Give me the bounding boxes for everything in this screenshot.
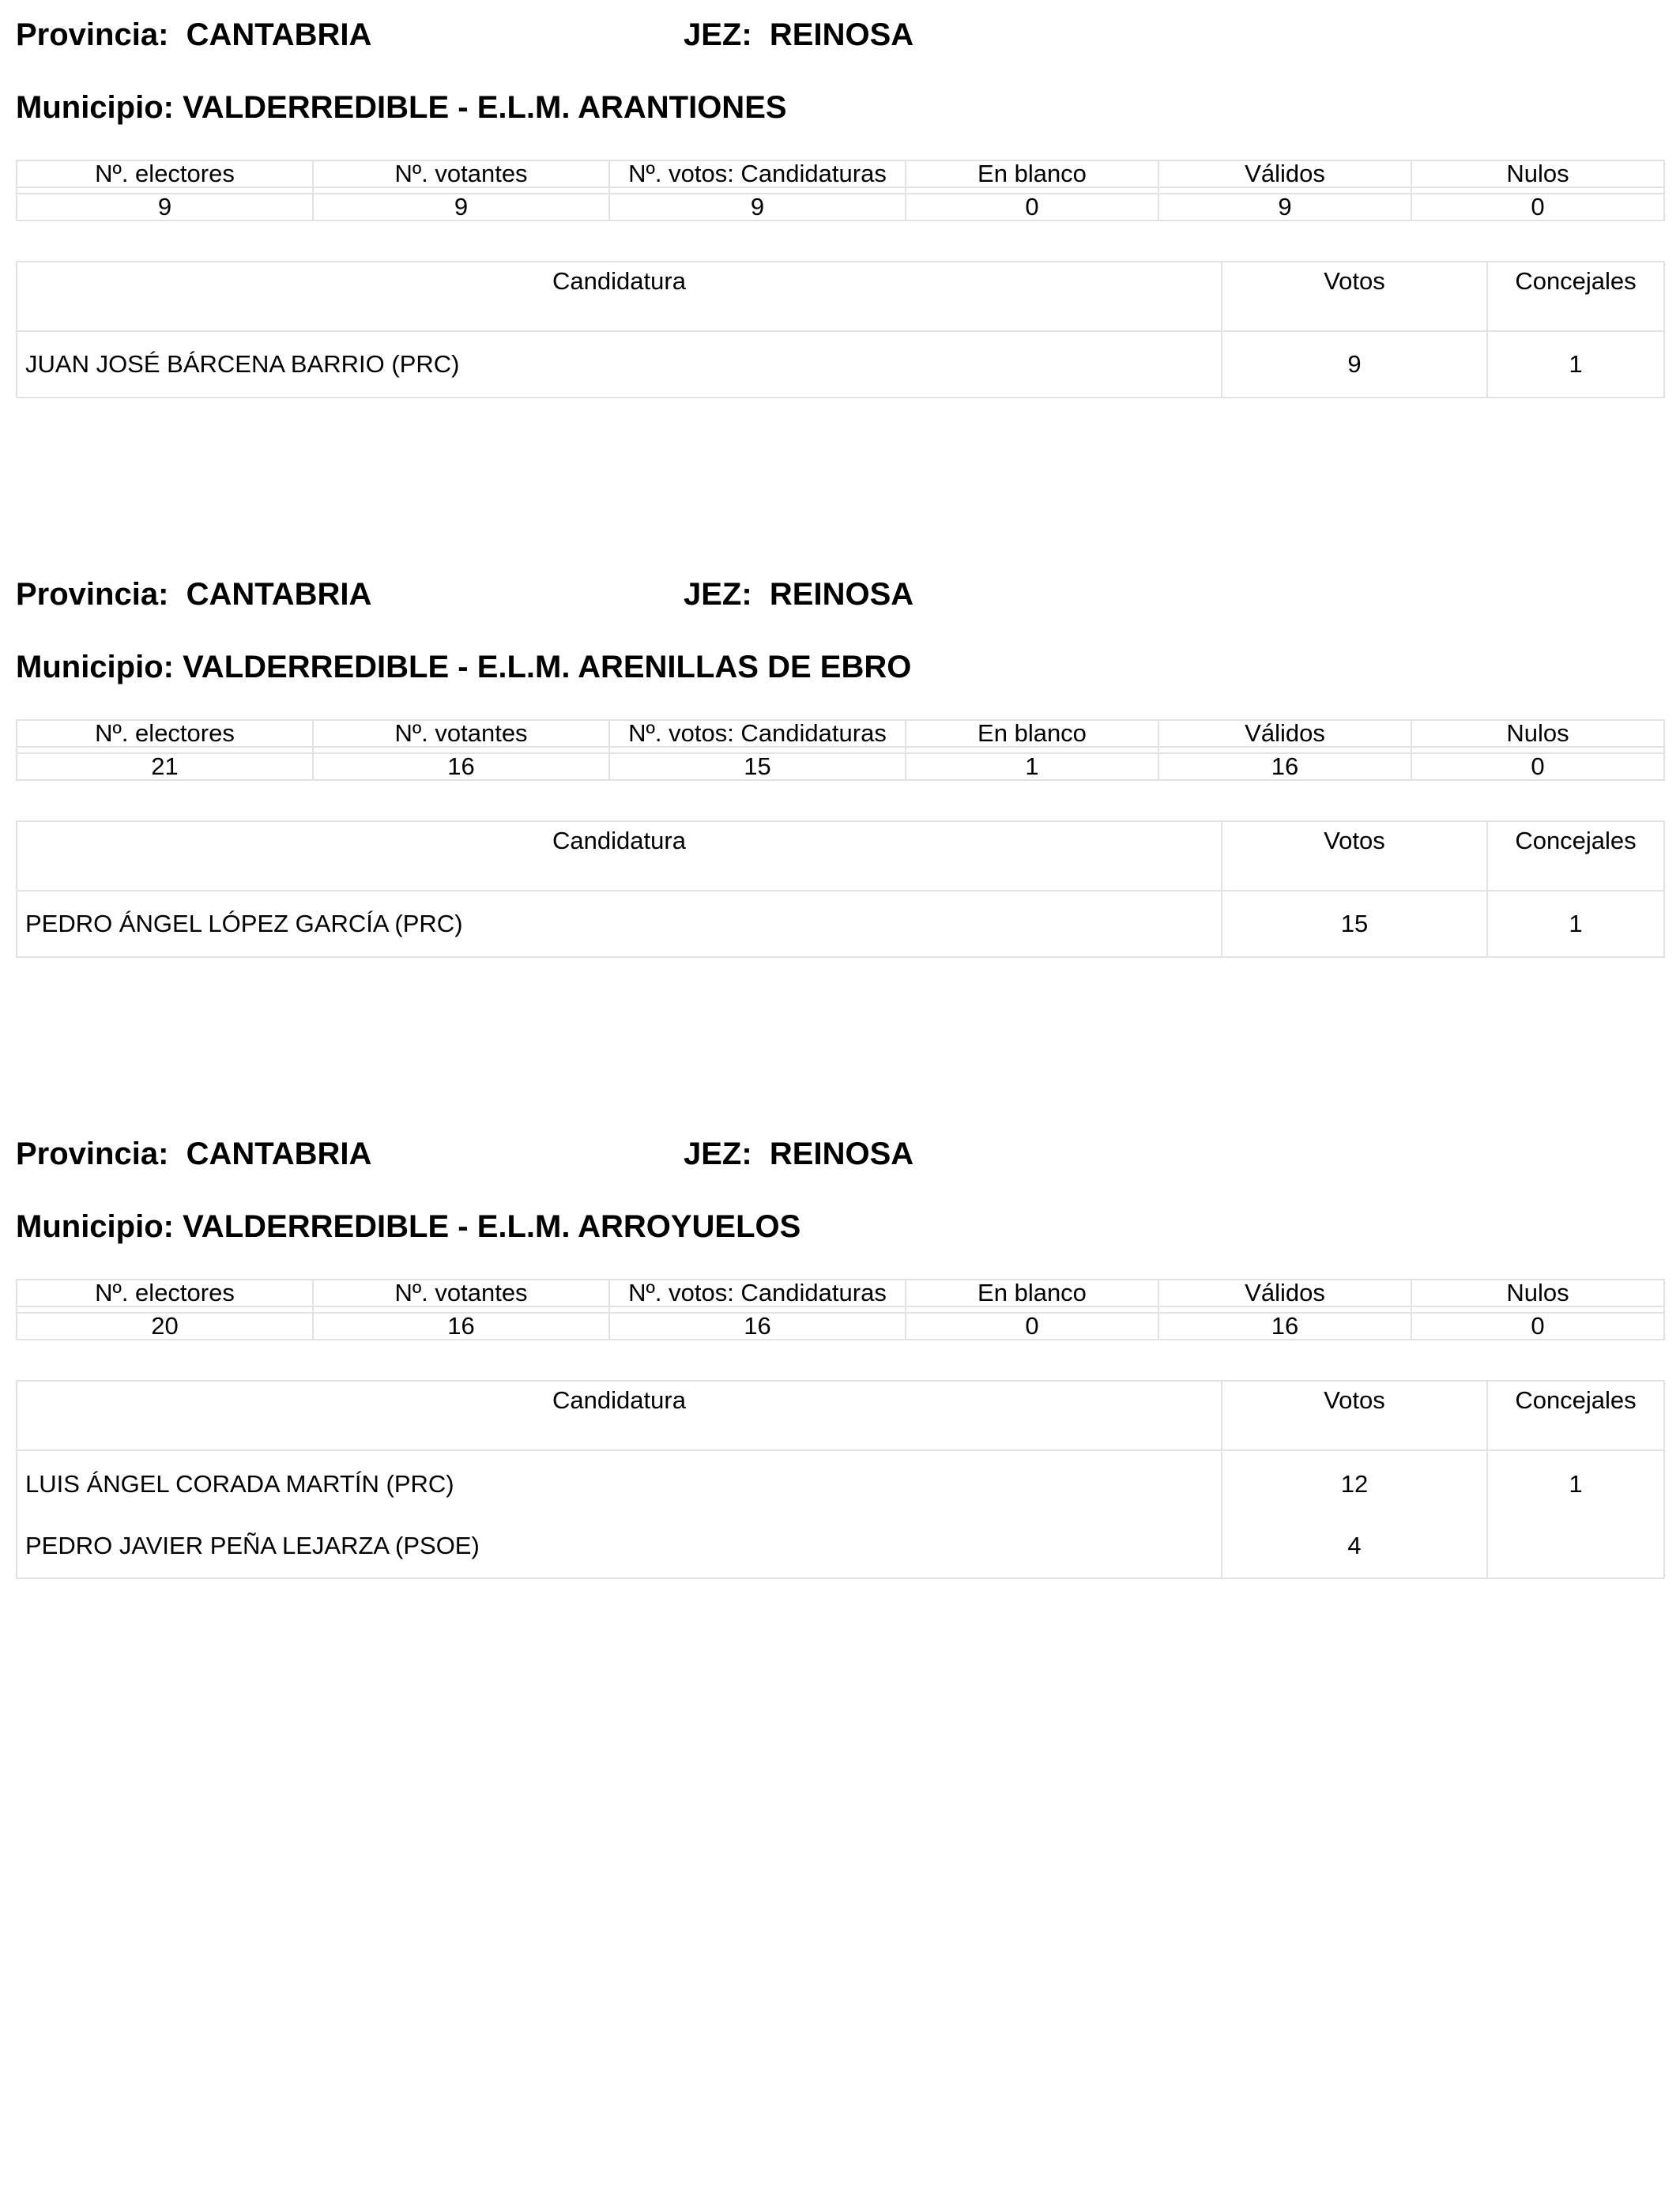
concejales-header: Concejales bbox=[1487, 1381, 1664, 1450]
stats-header-votantes: Nº. votantes bbox=[313, 720, 609, 747]
provincia-value: CANTABRIA bbox=[186, 577, 372, 612]
concejales-header: Concejales bbox=[1487, 262, 1664, 331]
candidate-name: PEDRO ÁNGEL LÓPEZ GARCÍA (PRC) bbox=[17, 891, 1222, 957]
stats-header-votos-candidaturas: Nº. votos: Candidaturas bbox=[609, 1280, 906, 1306]
stats-value-en-blanco: 1 bbox=[906, 753, 1158, 780]
stats-header-en-blanco: En blanco bbox=[906, 720, 1158, 747]
stats-header-row bbox=[17, 1280, 1664, 1306]
stats-value-electores: 20 bbox=[17, 1313, 313, 1340]
stats-header-validos: Válidos bbox=[1158, 1280, 1411, 1306]
candidate-name: PEDRO JAVIER PEÑA LEJARZA (PSOE) bbox=[17, 1500, 1222, 1578]
jez-line bbox=[684, 1135, 913, 1173]
municipio-label: Municipio: bbox=[16, 1209, 174, 1244]
stats-value-electores: 9 bbox=[17, 194, 313, 221]
candidate-row bbox=[17, 891, 1664, 957]
stats-header-votantes: Nº. votantes bbox=[313, 1280, 609, 1306]
concejales-header: Concejales bbox=[1487, 821, 1664, 891]
candidates-header-row bbox=[17, 1381, 1664, 1450]
candidate-concejales bbox=[1487, 1500, 1664, 1578]
candidate-votos: 15 bbox=[1222, 891, 1487, 957]
stats-value-en-blanco: 0 bbox=[906, 1313, 1158, 1340]
results-section-arroyuelos bbox=[0, 1119, 1680, 1593]
stats-header-electores: Nº. electores bbox=[17, 160, 313, 187]
stats-value-votantes: 16 bbox=[313, 753, 609, 780]
stats-value-row bbox=[17, 753, 1664, 780]
provincia-value: CANTABRIA bbox=[186, 1137, 372, 1171]
stats-value-validos: 9 bbox=[1158, 194, 1411, 221]
jez-label: JEZ: bbox=[684, 1137, 752, 1171]
stats-value-nulos: 0 bbox=[1411, 753, 1664, 780]
candidate-row bbox=[17, 1450, 1664, 1500]
stats-header-validos: Válidos bbox=[1158, 160, 1411, 187]
jez-label: JEZ: bbox=[684, 17, 752, 52]
votos-header: Votos bbox=[1222, 821, 1487, 891]
candidate-votos: 12 bbox=[1222, 1450, 1487, 1500]
candidate-name: LUIS ÁNGEL CORADA MARTÍN (PRC) bbox=[17, 1450, 1222, 1500]
candidatura-header: Candidatura bbox=[17, 821, 1222, 891]
stats-value-validos: 16 bbox=[1158, 1313, 1411, 1340]
municipio-line bbox=[16, 89, 787, 126]
stats-header-validos: Válidos bbox=[1158, 720, 1411, 747]
votos-header: Votos bbox=[1222, 262, 1487, 331]
jez-value: REINOSA bbox=[769, 17, 914, 52]
provincia-line bbox=[16, 16, 371, 54]
municipio-line bbox=[16, 1208, 800, 1246]
municipio-label: Municipio: bbox=[16, 90, 174, 125]
stats-header-electores: Nº. electores bbox=[17, 1280, 313, 1306]
stats-value-nulos: 0 bbox=[1411, 1313, 1664, 1340]
stats-header-nulos: Nulos bbox=[1411, 720, 1664, 747]
stats-header-votantes: Nº. votantes bbox=[313, 160, 609, 187]
stats-value-en-blanco: 0 bbox=[906, 194, 1158, 221]
candidatura-header: Candidatura bbox=[17, 1381, 1222, 1450]
stats-header-nulos: Nulos bbox=[1411, 1280, 1664, 1306]
candidates-table bbox=[16, 261, 1665, 398]
stats-header-votos-candidaturas: Nº. votos: Candidaturas bbox=[609, 720, 906, 747]
stats-header-electores: Nº. electores bbox=[17, 720, 313, 747]
stats-value-votos-candidaturas: 16 bbox=[609, 1313, 906, 1340]
votos-header: Votos bbox=[1222, 1381, 1487, 1450]
jez-label: JEZ: bbox=[684, 577, 752, 612]
stats-table bbox=[16, 160, 1665, 221]
stats-value-row bbox=[17, 1313, 1664, 1340]
stats-value-votos-candidaturas: 15 bbox=[609, 753, 906, 780]
stats-header-row bbox=[17, 160, 1664, 187]
stats-value-nulos: 0 bbox=[1411, 194, 1664, 221]
municipio-value: VALDERREDIBLE - E.L.M. ARROYUELOS bbox=[183, 1209, 801, 1244]
candidate-votos: 9 bbox=[1222, 331, 1487, 398]
stats-table bbox=[16, 1279, 1665, 1340]
municipio-label: Municipio: bbox=[16, 650, 174, 684]
stats-header-votos-candidaturas: Nº. votos: Candidaturas bbox=[609, 160, 906, 187]
stats-table bbox=[16, 719, 1665, 781]
stats-header-en-blanco: En blanco bbox=[906, 1280, 1158, 1306]
jez-value: REINOSA bbox=[769, 1137, 914, 1171]
provincia-label: Provincia: bbox=[16, 1137, 169, 1171]
stats-header-en-blanco: En blanco bbox=[906, 160, 1158, 187]
stats-value-votantes: 9 bbox=[313, 194, 609, 221]
stats-value-row bbox=[17, 194, 1664, 221]
candidate-votos: 4 bbox=[1222, 1500, 1487, 1578]
candidatura-header: Candidatura bbox=[17, 262, 1222, 331]
results-section-arenillas-de-ebro bbox=[0, 560, 1680, 1034]
jez-line bbox=[684, 575, 913, 613]
provincia-value: CANTABRIA bbox=[186, 17, 372, 52]
jez-line bbox=[684, 16, 913, 54]
candidate-concejales: 1 bbox=[1487, 1450, 1664, 1500]
candidate-row bbox=[17, 331, 1664, 398]
stats-header-row bbox=[17, 720, 1664, 747]
municipio-value: VALDERREDIBLE - E.L.M. ARANTIONES bbox=[183, 90, 787, 125]
municipio-value: VALDERREDIBLE - E.L.M. ARENILLAS DE EBRO bbox=[183, 650, 912, 684]
stats-value-votos-candidaturas: 9 bbox=[609, 194, 906, 221]
municipio-line bbox=[16, 648, 911, 686]
stats-value-votantes: 16 bbox=[313, 1313, 609, 1340]
results-section-arantiones bbox=[0, 0, 1680, 474]
candidates-table bbox=[16, 820, 1665, 958]
provincia-line bbox=[16, 1135, 371, 1173]
provincia-label: Provincia: bbox=[16, 577, 169, 612]
stats-header-nulos: Nulos bbox=[1411, 160, 1664, 187]
candidate-concejales: 1 bbox=[1487, 331, 1664, 398]
candidates-header-row bbox=[17, 262, 1664, 331]
provincia-label: Provincia: bbox=[16, 17, 169, 52]
stats-value-validos: 16 bbox=[1158, 753, 1411, 780]
candidate-name: JUAN JOSÉ BÁRCENA BARRIO (PRC) bbox=[17, 331, 1222, 398]
candidates-header-row bbox=[17, 821, 1664, 891]
stats-value-electores: 21 bbox=[17, 753, 313, 780]
jez-value: REINOSA bbox=[769, 577, 914, 612]
provincia-line bbox=[16, 575, 371, 613]
candidate-concejales: 1 bbox=[1487, 891, 1664, 957]
candidates-table bbox=[16, 1380, 1665, 1579]
candidate-row bbox=[17, 1500, 1664, 1578]
